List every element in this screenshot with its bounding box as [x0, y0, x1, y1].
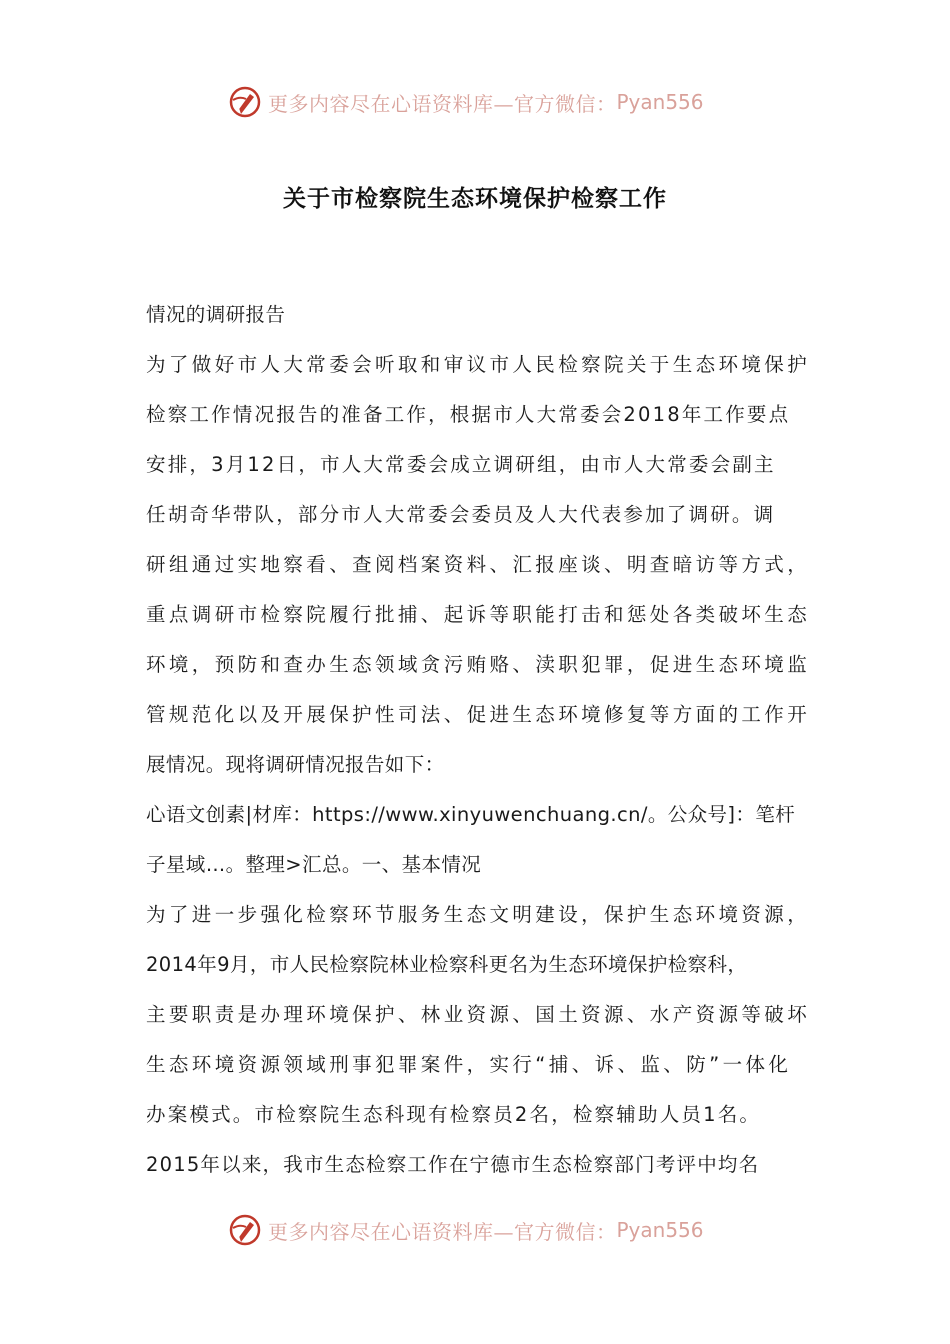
header-watermark-banner — [0, 82, 950, 122]
body-line: 情况的调研报告 — [146, 303, 286, 326]
body-line: 2014年9月，市人民检察院林业检察科更名为生态环境保护检察科， — [146, 953, 748, 976]
body-line: 检察工作情况报告的准备工作，根据市人大常委会2018年工作要点 — [146, 403, 791, 426]
body-line: 环境，预防和查办生态领域贪污贿赂、渎职犯罪，促进生态环境监 — [146, 653, 811, 676]
body-line: 安排，3月12日，市人大常委会成立调研组，由市人大常委会副主 — [146, 453, 776, 476]
pen-nib-logo-icon — [228, 85, 262, 119]
watermark-text: 更多内容尽在心语资料库—官方微信： — [268, 1219, 617, 1244]
body-line: 为了进一步强化检察环节服务生态文明建设，保护生态环境资源， — [146, 903, 811, 926]
document-title: 关于市检察院生态环境保护检察工作 — [283, 186, 667, 212]
body-line: 生态环境资源领域刑事犯罪案件，实行“捕、诉、监、防”一体化 — [146, 1053, 792, 1076]
watermark-wechat-id: Pyan556 — [616, 1218, 704, 1242]
document-body — [146, 290, 811, 1190]
body-line: 任胡奇华带队，部分市人大常委会委员及人大代表参加了调研。调 — [146, 503, 776, 526]
body-line: 为了做好市人大常委会听取和审议市人民检察院关于生态环境保护 — [146, 353, 811, 376]
body-line: 主要职责是办理环境保护、林业资源、国土资源、水产资源等破坏 — [146, 1003, 811, 1026]
body-line: 研组通过实地察看、查阅档案资料、汇报座谈、明查暗访等方式， — [146, 553, 811, 576]
pen-nib-logo-icon — [228, 1213, 262, 1247]
body-line: 办案模式。市检察院生态科现有检察员2名，检察辅助人员1名。 — [146, 1103, 762, 1126]
watermark-text: 更多内容尽在心语资料库—官方微信： — [268, 91, 617, 116]
body-line: 管规范化以及开展保护性司法、促进生态环境修复等方面的工作开 — [146, 703, 811, 726]
body-line: 子星域…。整理>汇总。一、基本情况 — [146, 853, 482, 876]
body-line: 2015年以来，我市生态检察工作在宁德市生态检察部门考评中均名 — [146, 1153, 760, 1176]
watermark-wechat-id: Pyan556 — [616, 90, 704, 114]
body-line: 心语文创素|材库：https://www.xinyuwenchuang.cn/。公众号]：笔杆 — [146, 803, 796, 826]
body-line: 重点调研市检察院履行批捕、起诉等职能打击和惩处各类破坏生态 — [146, 603, 811, 626]
footer-watermark-banner — [0, 1210, 950, 1250]
body-line: 展情况。现将调研情况报告如下： — [146, 753, 445, 776]
